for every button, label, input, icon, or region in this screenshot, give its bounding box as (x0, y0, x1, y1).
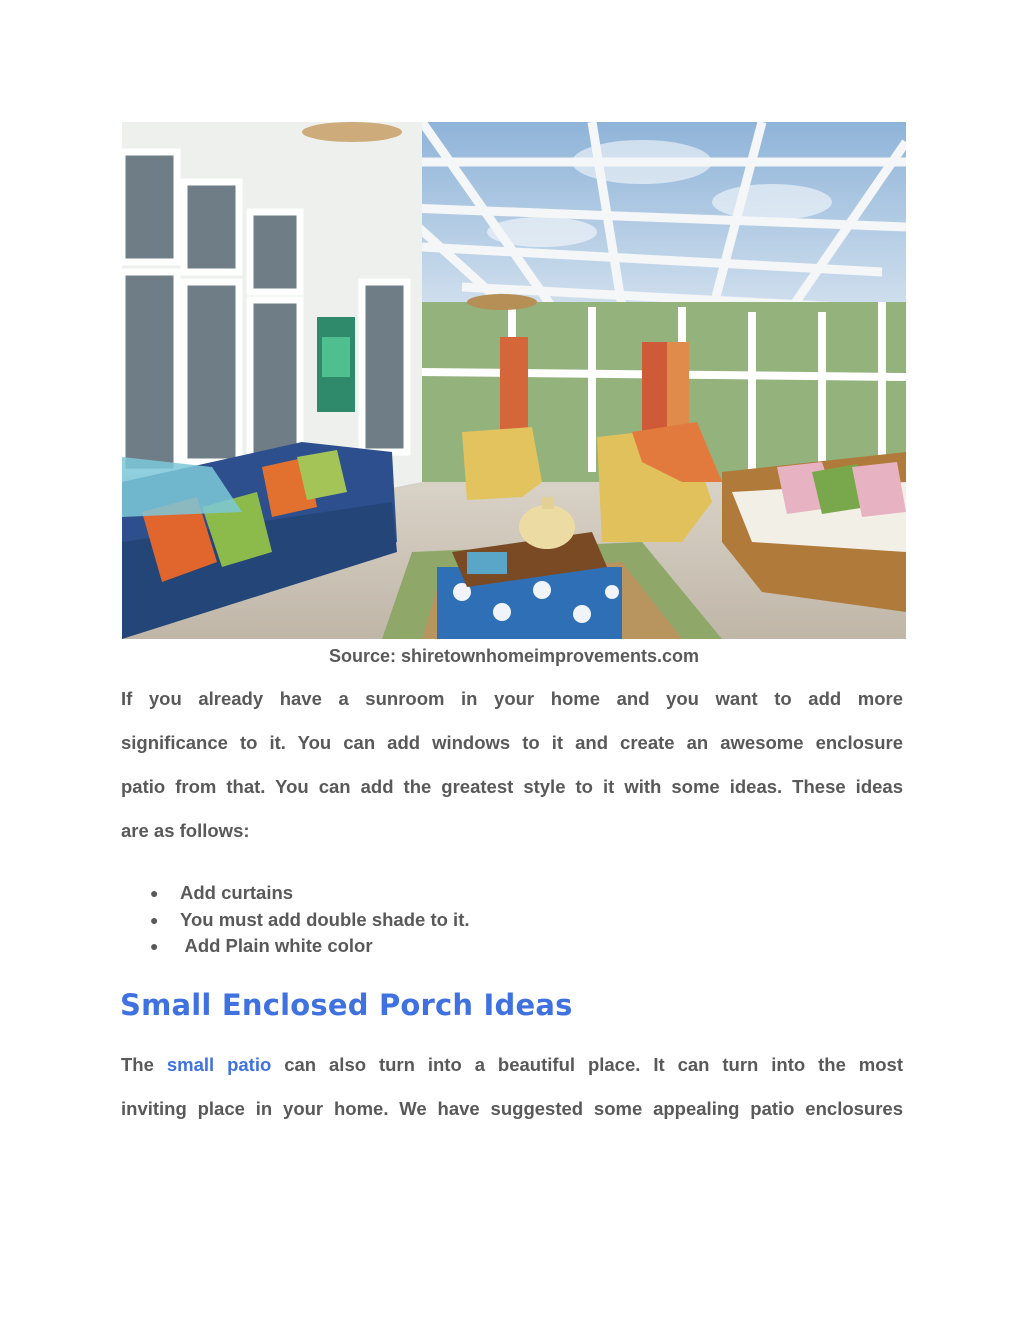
intro-line: If you already have a sunroom in your home and you want to add more (121, 688, 903, 709)
image-caption: Source: shiretownhomeimprovements.com (328, 646, 700, 666)
section-text: can also turn into a beautiful place. It can turn into the most (271, 1054, 903, 1075)
ideas-list (140, 880, 470, 960)
list-item-text: Add curtains (180, 882, 294, 903)
section-text: The (121, 1054, 167, 1075)
list-item (140, 907, 470, 934)
intro-line: patio from that. You can add the greatest style to it with some ideas. These ideas (121, 776, 903, 797)
intro-paragraph (121, 677, 903, 853)
section-line: inviting place in your home. We have suggested some appealing patio enclosures (121, 1098, 903, 1119)
small-patio-link[interactable]: small patio (166, 1054, 272, 1075)
list-item (140, 880, 470, 907)
sunroom-photo (122, 122, 906, 639)
intro-line: are as follows: (121, 820, 250, 841)
bullet-icon: ● (150, 885, 159, 901)
section-heading: Small Enclosed Porch Ideas (120, 988, 573, 1022)
intro-line: significance to it. You can add windows to it and create an awesome enclosure (121, 732, 903, 753)
list-item (140, 933, 470, 960)
bullet-icon: ● (150, 911, 159, 928)
section-paragraph (121, 1043, 903, 1131)
sunroom-illustration (122, 122, 906, 639)
section-line (121, 1043, 903, 1087)
bullet-icon: ● (150, 938, 159, 954)
list-item-text: Add Plain white color (180, 935, 373, 956)
list-item-text: You must add double shade to it. (180, 908, 470, 930)
